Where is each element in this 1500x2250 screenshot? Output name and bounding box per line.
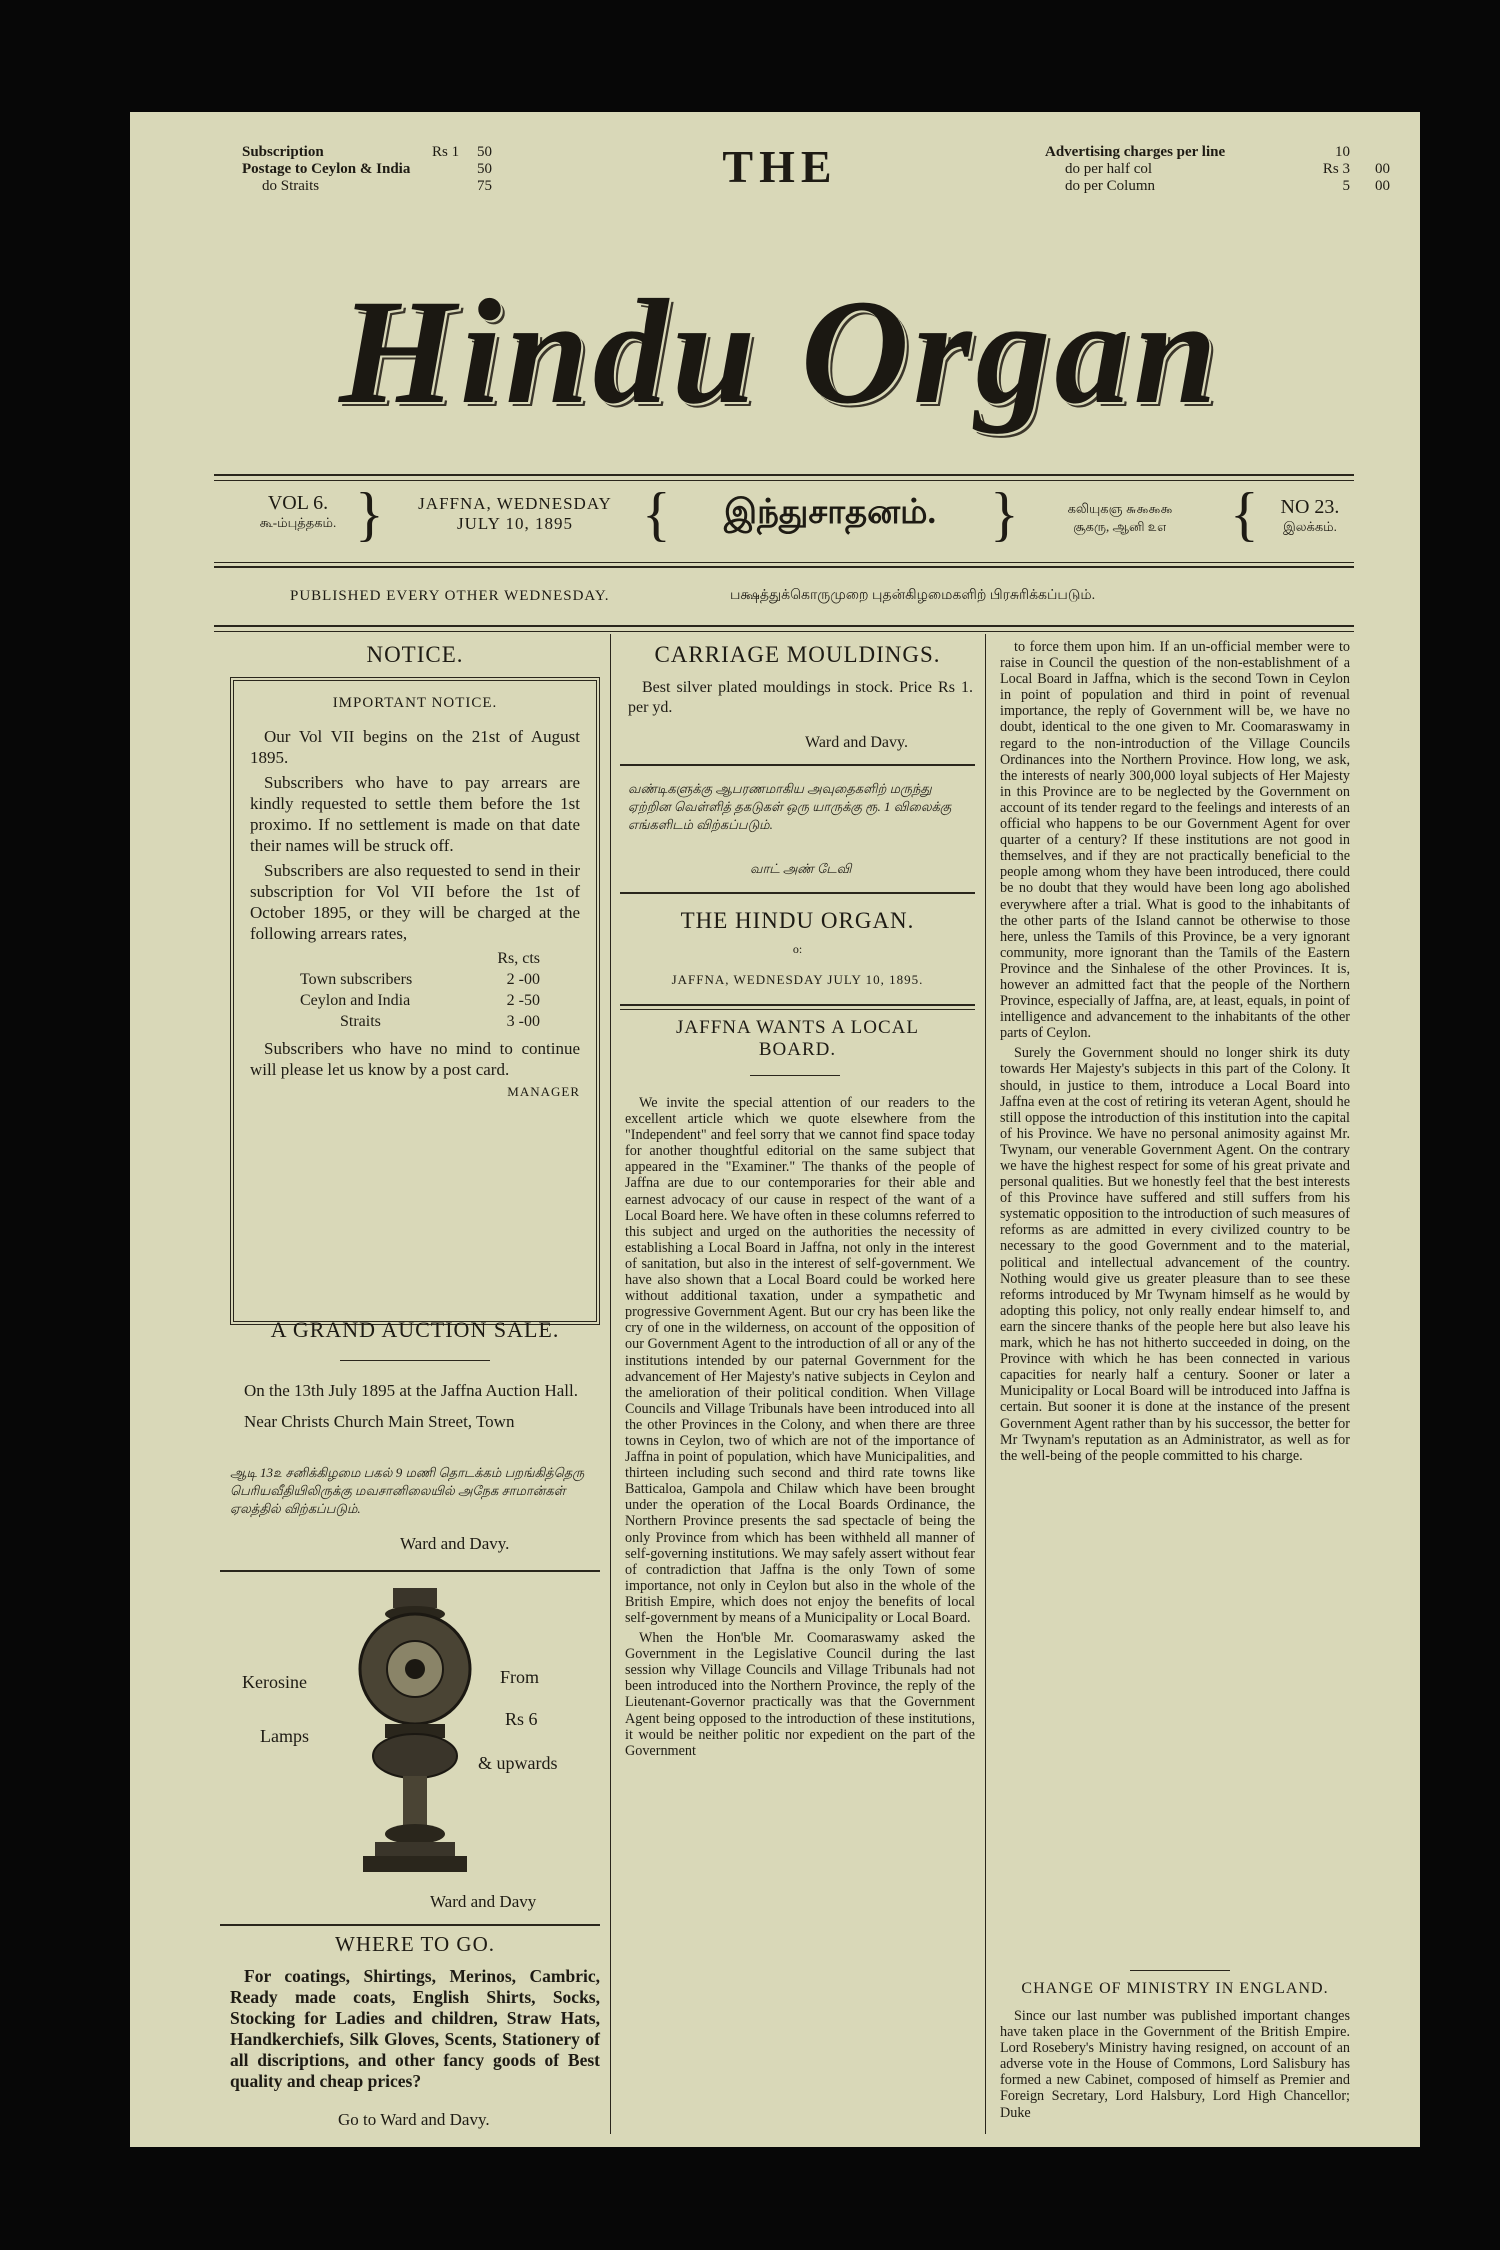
lamp-label-left: Kerosine [242,1672,307,1692]
arrears-rates: Rs, cts Town subscribers 2 -00 Ceylon and India 2 -50 Straits 3 -00 [300,950,540,1030]
short-rule [750,1075,840,1076]
notice-closing: Subscribers who have no mind to continue will please let us know by a post card. [250,1039,580,1079]
brace: } [355,481,384,547]
section-rule [220,1570,600,1572]
column-divider [610,634,611,2134]
masthead-title: Hindu Organ [339,269,1221,435]
lamps-signature: Ward and Davy [430,1892,537,1911]
lamp-label-right: From [500,1667,540,1687]
section-rule [620,764,975,766]
paper-header-sep: o: [792,942,803,956]
article1-body: We invite the special attention of our readers to the excellent article which we quote elsewhere from the "Independent" and feel sorry that we cannot find space today for another thoughtful editorial on the same subject that appeared in the "Examiner." The thanks of the people of Jaffna are due to our contemporaries for their able and earnest advocacy of our cause in respect of the want of a Local Board here. We have often in these columns referred to this subject and urged on the authorities the necessity of establishing a Local Board in Jaffna, not only in the interest of sanitation, but also in the interest of self-government. We have also shown that a Local Board could be worked here without additional taxation, under a sympathetic and progressive Government Agent. But our cry has been like the cry of one in the wilderness, on account of the opposition of our Government Agent to the introduction of all or any of the institutions intended by our paternal Government for the advancement of Her Majesty's native subjects in Ceylon and the amelioration of their political condition. When Village Councils and Village Tribunals have been introduced into all the other Provinces in the Colony, and when there are three towns in Ceylon, two of which are not of the importance of Jaffna in point of population, which have Municipalities, and thirteen including such second and third rate towns like Batticaloa, Gampola and Chilaw which have been brought under the operation of the Local Boards Ordinance, the Northern Province presents the sad spectacle of being the only Province from which has been withheld all manner of self-governing institutions. We may safely assert without fear of contradiction that Jaffna is the only Town of some importance, not only in Ceylon but also in the whole of the British Empire, which does not enjoy the benefits of local self-government by means of a Municipality or Local Board. When the Hon'ble Mr. Coomaraswamy asked the Government in the Legislative Council during the last session why Village Councils and Village Tribunals had not been introduced into the Northern Province, the reply of the Lieutenant-Governor practically was that the Government Agent being opposed to the introduction of these institutions, it would be neither politic nor expedient on the part of the Government [625,1095,975,1759]
paper-header-title: THE HINDU ORGAN. [680,908,915,933]
subscription-row: Postage to Ceylon & India 50 [242,161,492,177]
advertising-row: do per Column 5 00 [1065,178,1390,194]
mouldings-signature: Ward and Davy. [805,734,908,751]
kerosene-lamp-icon [345,1584,485,1884]
lamp-label-right: Rs 6 [505,1709,538,1729]
rate-row: Town subscribers 2 -00 [300,971,540,988]
notice-box [230,677,600,1325]
published-tamil: பக்ஷத்துக்கொருமுறை புதன்கிழமைகளிற் பிரசுரிக்கப்படும். [730,588,1096,603]
volume-block: VOL 6. கூ-ம்புத்தகம். [259,492,337,530]
article2-body: Since our last number was published important changes have taken place in the Government of the British Empire. Lord Rosebery's Ministry having resigned, on account of an adverse vote in the House of Commons, Lord Salisbury has formed a new Cabinet, composed of himself as Premier and Foreign Secretary, Lord Halsbury, Lord High Chancellor; Duke [1000,2008,1350,2121]
auction-tamil: ஆடி 13௨ சனிக்கிழமை பகல் 9 மணி தொடக்கம் பறங்கித்தெரு பெரியவீதியிலிருக்கு மவசானிலையில் அநேக சாமான்கள் ஏலத்தில் விற்கப்படும். [230,1465,585,1516]
subscription-row: do Straits 75 [262,178,492,194]
article1-continued: to force them upon him. If an un-official member were to raise in Council the question of the non-establishment of a Local Board in Jaffna, which is the second Town in Ceylon in point of population and third in point of revenual importance, the reply of Government will be, we have no doubt, identical to the one given to Mr. Coomaraswamy in regard to the non-introduction of the Village Councils Ordinances into the Northern Province. How long, we ask, the interests of nearly 300,000 loyal subjects of Her Majesty in this Province are to be neglected by the Government on account of its tender regard to the feelings and interests of an official who happens to be our Government Agent for over quarter of a century? If these institutions are not good in themselves, and if they are not practically beneficial to the people among whom they have been introduced, there could be no doubt that they would have been long ago abolished everywhere after a trial. What is good to the inhabitants of the other parts of the Island cannot be otherwise to those here, unless the Tamils of this Province, be a very ignorant community, more ignorant than the Tamils of the Eastern Province and the Sinhalese of the other Provinces. It is, however an admitted fact that the people of the Northern Province, especially of Jaffna, are, at least, equals, in point of intelligence and advancement to the inhabitants of the other parts of Ceylon. Surely the Government should no longer shirk its duty towards Her Majesty's subjects in this part of the Colony. It should, in justice to them, introduce a Local Board into Jaffna even at the cost of retiring its veteran Agent, should he still oppose the introduction of this institution into the capital of his Province. We have no personal animosity against Mr. Twynam, our venerable Government Agent. On the contrary we have the highest respect for some of his great private and personal qualities. But we honestly feel that the best interests of this Province have suffered and still suffers from his systematic opposition to the introduction of such measures of reforms as are admitted in every civilized country to be necessary to the good Government and to the material, political and intellectual advancement of the country. Nothing would give us greater pleasure than to see these reforms introduced by Mr Twynam himself as he would by adopting this policy, not only really endear himself to, and earn the sincere thanks of the people here but also leave his mark, which he has not hitherto succeeded in doing, on the Province with which he has been connected in various capacities for nearly half a century. Sooner or later a Municipality or Local Board will be introduced into Jaffna is certain. But sooner it is done at the instance of the present Government Agent rather than by his successor, the better for Mr Twynam's reputation as an Administrator, as well as for the well-being of the people committed to his charge. [1000,639,1350,1464]
notice-subtitle: IMPORTANT NOTICE. [332,695,498,711]
masthead-the: THE [722,141,838,192]
notice-body: Our Vol VII begins on the 21st of August 1895. Subscribers who have to pay arrears are kindly requested to settle them before the 1st proximo. If no settlement is made on that date their names will be struck off. Subscribers are also requested to send in their subscription for Vol VII before the 1st of October 1895, or they will be charged at the following arrears rates, [250,727,580,943]
article1-title: JAFFNA WANTS A LOCAL BOARD. [676,1017,919,1060]
paper-header-dateline: JAFFNA, WEDNESDAY JULY 10, 1895. [671,972,924,987]
published-line: PUBLISHED EVERY OTHER WEDNESDAY. [290,588,610,604]
column-divider [985,634,986,2134]
notice-title: NOTICE. [366,642,464,667]
mouldings-title: CARRIAGE MOULDINGS. [654,642,941,667]
brace: { [1230,481,1259,547]
dateline-block: JAFFNA, WEDNESDAY JULY 10, 1895 [418,494,612,533]
masthead-rule [214,474,1354,476]
mouldings-tamil-signature: வாட் அண் டேவி [750,861,852,876]
auction-title: A GRAND AUCTION SALE. [270,1317,560,1342]
auction-body: On the 13th July 1895 at the Jaffna Auction Hall. Near Christs Church Main Street, Town [244,1381,578,1431]
brace: { [642,481,671,547]
advertising-row: do per half col Rs 3 00 [1065,161,1390,177]
section-rule [620,1004,975,1006]
short-rule [1130,1970,1230,1971]
rate-row: Ceylon and India 2 -50 [300,992,540,1009]
body-top-rule [214,631,1354,632]
mouldings-tamil: வண்டிகளுக்கு ஆபரணமாகிய அவுதைகளிற் மருந்து ஏற்றின வெள்ளித் தகடுகள் ஒரு யாருக்கு ரூ. 1 விலைக்கு எங்களிடம் விற்கப்படும். [628,781,952,832]
short-rule [340,1360,490,1361]
masthead-rule [214,480,1354,481]
subscription-rates [242,144,522,195]
brace: } [990,481,1019,547]
advertising-rates [1045,144,1395,195]
section-rule [620,892,975,894]
section-rule [220,1924,600,1926]
newspaper-page [130,112,1420,2147]
auction-signature: Ward and Davy. [400,1534,510,1553]
body-top-rule [214,625,1354,627]
strip-rule [214,562,1354,563]
tamil-title: இந்துசாதனம். [724,494,936,531]
section-rule [620,1009,975,1010]
where-title: WHERE TO GO. [335,1932,495,1956]
notice-signature: MANAGER [507,1084,580,1099]
lamp-label-right: & upwards [478,1753,558,1773]
tamil-date-block: கலியுகஞ ௬௯௯௯ சூகரு, ஆனி ௨௭ [1067,501,1173,534]
number-block: NO 23. இலக்கம். [1280,496,1340,534]
where-footer: Go to Ward and Davy. [338,2110,490,2129]
strip-rule [214,566,1354,568]
where-body: For coatings, Shirtings, Merinos, Cambric, Ready made coats, English Shirts, Socks, Stocking for Ladies and children, Straw Hats, Handkerchiefs, Silk Gloves, Scents, Stationery of all discriptions, and other fancy goods of Best quality and cheap prices? [230,1966,600,2091]
subscription-row: Subscription Rs 1 50 [242,144,492,160]
article2-title: CHANGE OF MINISTRY IN ENGLAND. [1021,1980,1329,1997]
lamp-label-left: Lamps [260,1726,309,1746]
rate-row: Straits 3 -00 [340,1013,540,1030]
mouldings-body: Best silver plated mouldings in stock. Price Rs 1. per yd. [628,679,973,716]
advertising-row: Advertising charges per line 10 [1045,144,1350,160]
